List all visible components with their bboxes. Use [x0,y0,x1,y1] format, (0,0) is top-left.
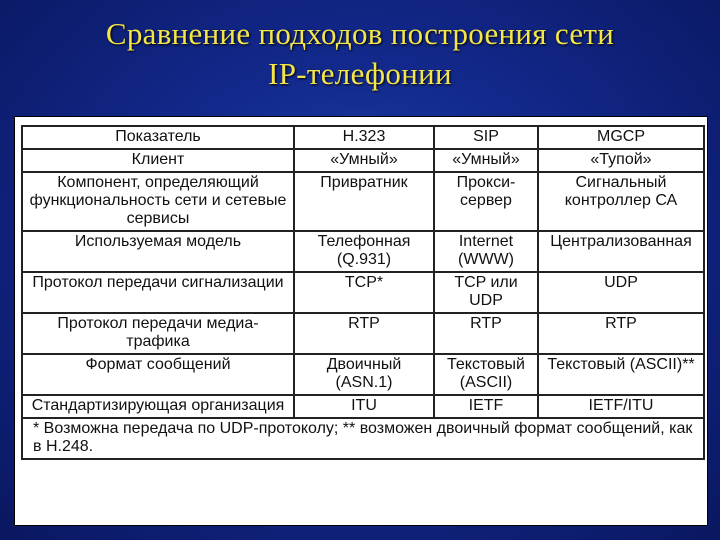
row-label: Клиент [22,149,294,172]
comparison-table-panel [14,116,708,526]
cell-h323: Привратник [294,172,434,231]
row-label: Протокол передачи сигнализации [22,272,294,313]
cell-sip: TCP или UDP [434,272,538,313]
cell-mgcp: «Тупой» [538,149,704,172]
cell-mgcp: Централизованная [538,231,704,272]
cell-sip: Internet (WWW) [434,231,538,272]
slide-title-line-1: Сравнение подходов построения сети [105,16,615,51]
cell-sip: Текстовый (ASCII) [434,354,538,395]
row-label: Протокол передачи медиа-трафика [22,313,294,354]
cell-mgcp: Сигнальный контроллер СА [538,172,704,231]
row-label: Стандартизирующая организация [22,395,294,418]
header-parameter: Показатель [22,126,294,149]
row-label: Компонент, определяющий функциональность сети и сетевые сервисы [22,172,294,231]
cell-sip: RTP [434,313,538,354]
cell-h323: ITU [294,395,434,418]
header-h323: H.323 [294,126,434,149]
row-label: Используемая модель [22,231,294,272]
table-header-row [22,126,704,149]
table-row [22,272,704,313]
row-label: Формат сообщений [22,354,294,395]
table-row [22,231,704,272]
slide-title-line-2: IP-телефонии [268,56,452,91]
cell-h323: TCP* [294,272,434,313]
comparison-table [21,125,705,460]
cell-mgcp: IETF/ITU [538,395,704,418]
cell-mgcp: Текстовый (ASCII)** [538,354,704,395]
cell-mgcp: UDP [538,272,704,313]
cell-sip: Прокси- сервер [434,172,538,231]
slide-title [0,14,720,94]
table-row [22,395,704,418]
table-row [22,354,704,395]
cell-mgcp: RTP [538,313,704,354]
table-row [22,149,704,172]
table-footnote: * Возможна передача по UDP-протоколу; ** возможен двоичный формат сообщений, как в Н.248. [22,418,704,459]
cell-sip: IETF [434,395,538,418]
table-row [22,313,704,354]
cell-sip: «Умный» [434,149,538,172]
cell-h323: «Умный» [294,149,434,172]
cell-h323: RTP [294,313,434,354]
cell-h323: Телефонная (Q.931) [294,231,434,272]
table-footnote-row [22,418,704,459]
cell-h323: Двоичный (ASN.1) [294,354,434,395]
header-sip: SIP [434,126,538,149]
table-row [22,172,704,231]
header-mgcp: MGCP [538,126,704,149]
